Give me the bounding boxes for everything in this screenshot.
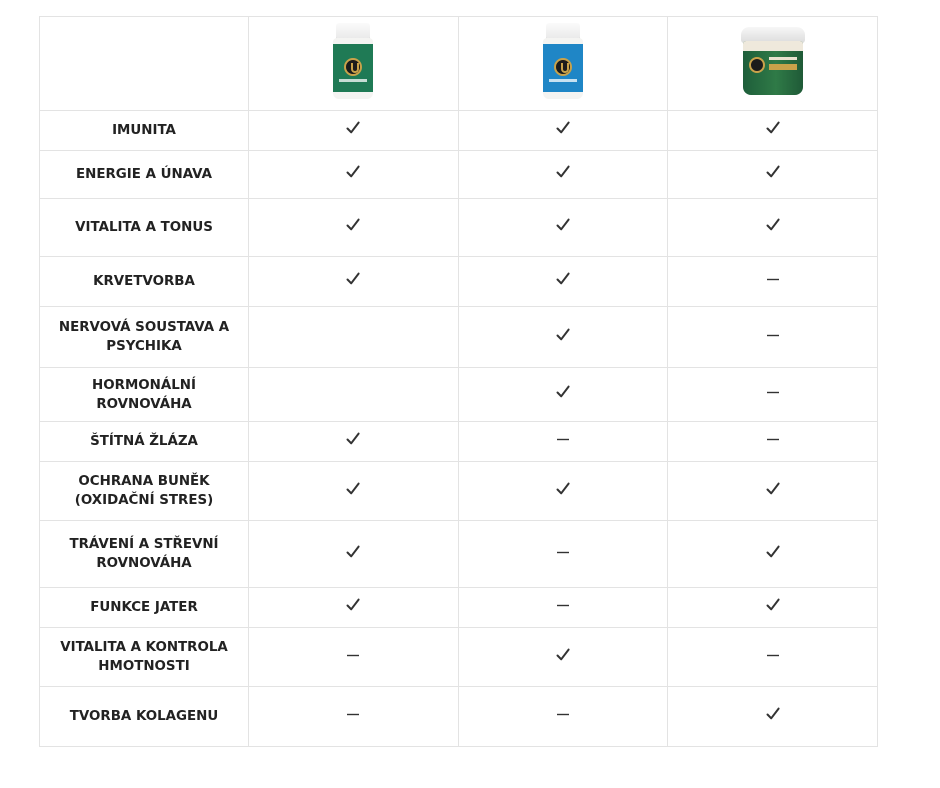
- check-icon: [345, 120, 361, 136]
- mark-cell-spirulina: [458, 307, 668, 368]
- benefit-row: [40, 422, 878, 462]
- benefit-label: ŠTÍTNÁ ŽLÁZA: [90, 434, 198, 449]
- benefit-label-cell: [40, 257, 249, 307]
- mark-cell-jecmen: [668, 199, 878, 257]
- benefit-row: [40, 521, 878, 588]
- product-header-chlorella[interactable]: [249, 17, 459, 111]
- benefit-label-cell: [40, 307, 249, 368]
- benefit-label: OCHRANA BUNĚK (OXIDAČNÍ STRES): [74, 474, 214, 508]
- benefit-label-cell: [40, 521, 249, 588]
- check-icon: [555, 271, 571, 287]
- check-icon: [345, 271, 361, 287]
- product-header-jecmen[interactable]: [668, 17, 878, 111]
- check-icon: [555, 164, 571, 180]
- dash-icon: [765, 327, 781, 343]
- spirulina-bottle-image[interactable]: [543, 23, 583, 99]
- header-row: [40, 17, 878, 111]
- mark-cell-chlorella: [249, 199, 459, 257]
- dash-icon: [555, 597, 571, 613]
- mark-cell-jecmen: [668, 307, 878, 368]
- check-icon: [555, 217, 571, 233]
- dash-icon: [555, 544, 571, 560]
- dash-icon: [345, 706, 361, 722]
- mark-cell-jecmen: [668, 462, 878, 521]
- mark-cell-jecmen: [668, 111, 878, 151]
- benefit-label: VITALITA A TONUS: [75, 220, 213, 235]
- mark-cell-jecmen: [668, 151, 878, 199]
- benefit-row: [40, 687, 878, 747]
- mark-cell-chlorella: [249, 368, 459, 422]
- mark-cell-chlorella: [249, 628, 459, 687]
- check-icon: [555, 327, 571, 343]
- product-header-spirulina[interactable]: [458, 17, 668, 111]
- benefit-label-cell: [40, 628, 249, 687]
- dash-icon: [765, 431, 781, 447]
- mark-cell-spirulina: [458, 257, 668, 307]
- check-icon: [345, 431, 361, 447]
- benefit-row: [40, 628, 878, 687]
- check-icon: [765, 706, 781, 722]
- benefit-label-cell: [40, 462, 249, 521]
- check-icon: [345, 164, 361, 180]
- check-icon: [345, 597, 361, 613]
- benefit-label-cell: [40, 111, 249, 151]
- benefit-row: [40, 199, 878, 257]
- mark-cell-chlorella: [249, 111, 459, 151]
- check-icon: [555, 384, 571, 400]
- mark-cell-chlorella: [249, 462, 459, 521]
- benefit-label: FUNKCE JATER: [90, 600, 198, 615]
- benefit-label: TVORBA KOLAGENU: [69, 709, 219, 724]
- check-icon: [555, 120, 571, 136]
- dash-icon: [765, 384, 781, 400]
- benefit-label: ENERGIE A ÚNAVA: [76, 167, 212, 182]
- mark-cell-spirulina: [458, 151, 668, 199]
- benefit-label: NERVOVÁ SOUSTAVA A PSYCHIKA: [58, 320, 230, 354]
- benefit-label-cell: [40, 368, 249, 422]
- check-icon: [555, 647, 571, 663]
- mark-cell-jecmen: [668, 687, 878, 747]
- benefit-row: [40, 307, 878, 368]
- benefit-label-cell: [40, 199, 249, 257]
- mark-cell-spirulina: [458, 521, 668, 588]
- benefit-label-cell: [40, 588, 249, 628]
- benefit-label: HORMONÁLNÍ ROVNOVÁHA: [92, 377, 196, 412]
- chlorella-bottle-image[interactable]: [333, 23, 373, 99]
- mark-cell-chlorella: [249, 422, 459, 462]
- mark-cell-spirulina: [458, 687, 668, 747]
- benefit-label-cell: [40, 687, 249, 747]
- benefit-row: [40, 368, 878, 422]
- benefit-label: KRVETVORBA: [93, 274, 195, 289]
- dash-icon: [555, 706, 571, 722]
- mark-cell-chlorella: [249, 151, 459, 199]
- benefit-label: TRÁVENÍ A STŘEVNÍ ROVNOVÁHA: [69, 537, 219, 571]
- benefit-row: [40, 588, 878, 628]
- mark-cell-chlorella: [249, 307, 459, 368]
- mark-cell-spirulina: [458, 628, 668, 687]
- mark-cell-spirulina: [458, 462, 668, 521]
- benefit-row: [40, 257, 878, 307]
- mark-cell-spirulina: [458, 422, 668, 462]
- benefit-label-cell: [40, 422, 249, 462]
- dash-icon: [555, 431, 571, 447]
- mark-cell-spirulina: [458, 368, 668, 422]
- dash-icon: [765, 271, 781, 287]
- jecmen-jar-image[interactable]: [741, 27, 805, 95]
- mark-cell-jecmen: [668, 588, 878, 628]
- benefit-label: VITALITA A KONTROLA HMOTNOSTI: [60, 640, 228, 674]
- check-icon: [765, 120, 781, 136]
- mark-cell-jecmen: [668, 628, 878, 687]
- benefit-label: IMUNITA: [112, 123, 176, 138]
- dash-icon: [345, 647, 361, 663]
- mark-cell-chlorella: [249, 257, 459, 307]
- check-icon: [765, 164, 781, 180]
- dash-icon: [765, 647, 781, 663]
- check-icon: [345, 544, 361, 560]
- check-icon: [555, 481, 571, 497]
- mark-cell-chlorella: [249, 521, 459, 588]
- benefit-row: [40, 111, 878, 151]
- mark-cell-spirulina: [458, 199, 668, 257]
- mark-cell-chlorella: [249, 687, 459, 747]
- benefit-label-cell: [40, 151, 249, 199]
- mark-cell-jecmen: [668, 257, 878, 307]
- check-icon: [765, 481, 781, 497]
- mark-cell-chlorella: [249, 588, 459, 628]
- check-icon: [345, 217, 361, 233]
- check-icon: [765, 544, 781, 560]
- check-icon: [765, 217, 781, 233]
- mark-cell-spirulina: [458, 111, 668, 151]
- benefit-column-header: [40, 17, 249, 111]
- check-icon: [765, 597, 781, 613]
- mark-cell-jecmen: [668, 422, 878, 462]
- mark-cell-jecmen: [668, 368, 878, 422]
- check-icon: [345, 481, 361, 497]
- mark-cell-jecmen: [668, 521, 878, 588]
- comparison-table: [39, 16, 878, 747]
- benefit-row: [40, 462, 878, 521]
- benefit-row: [40, 151, 878, 199]
- mark-cell-spirulina: [458, 588, 668, 628]
